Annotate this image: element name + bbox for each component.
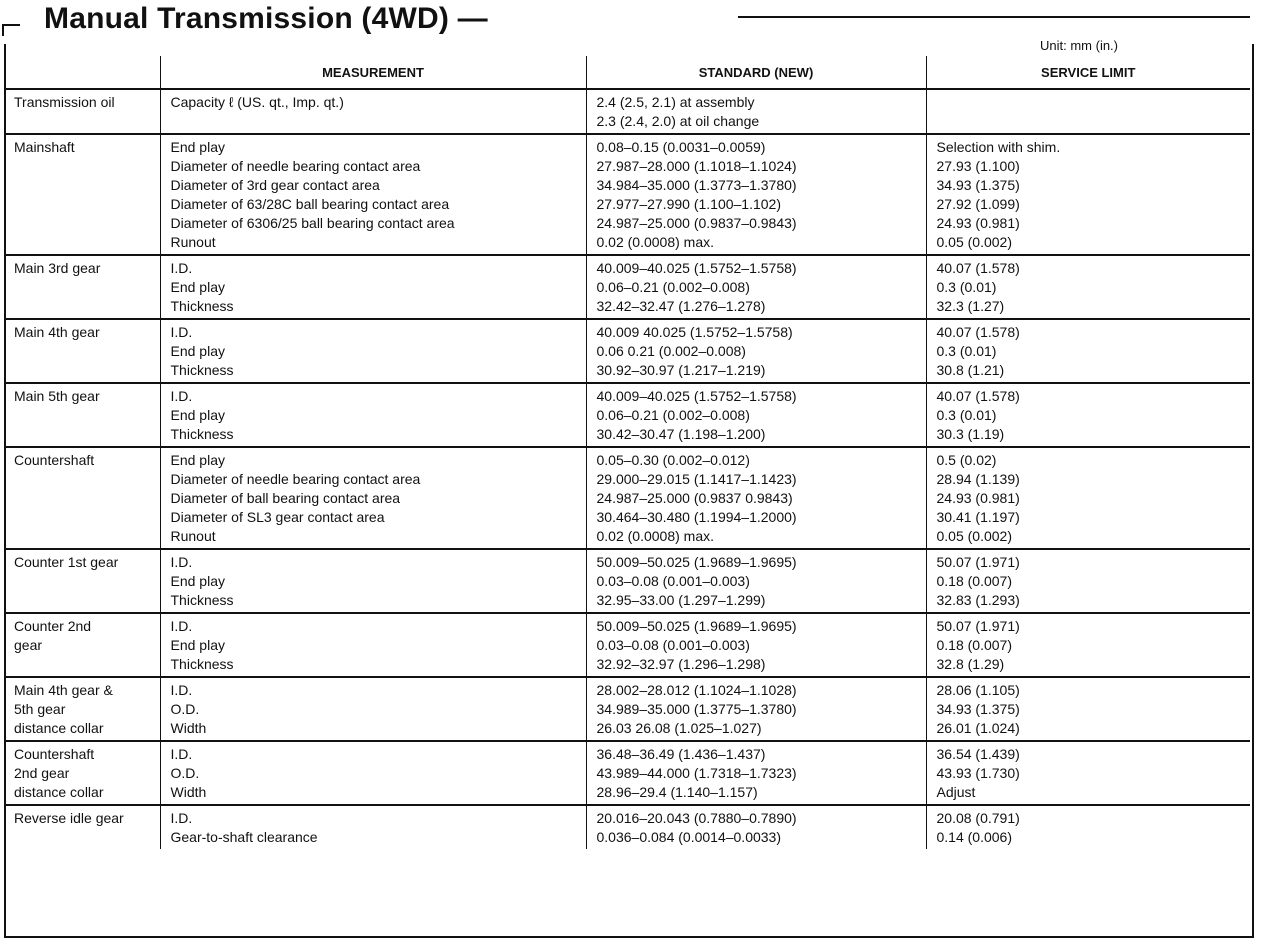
service-limit-line: 20.08 (0.791): [936, 810, 1020, 826]
service-limit-line: 43.93 (1.730): [936, 765, 1020, 781]
service-limit-line: Adjust: [936, 784, 976, 800]
service-limit-line: 0.05 (0.002): [936, 528, 1012, 544]
measurement-line: I.D.: [170, 260, 193, 276]
measurement-cell: [160, 805, 586, 849]
service-limit-cell: [926, 549, 1250, 613]
standard-line: 34.989–35.000 (1.3775–1.3780): [596, 701, 797, 717]
service-limit-line: 24.93 (0.981): [936, 490, 1020, 506]
standard-line: 0.06–0.21 (0.002–0.008): [596, 407, 750, 423]
service-limit-line: 40.07 (1.578): [936, 388, 1020, 404]
service-limit-cell: [926, 383, 1250, 447]
service-limit-line: 27.93 (1.100): [936, 158, 1020, 174]
header-item: [4, 56, 160, 89]
measurement-line: Diameter of ball bearing contact area: [170, 490, 401, 506]
standard-line: 29.000–29.015 (1.1417–1.1423): [596, 471, 797, 487]
service-limit-line: 27.92 (1.099): [936, 196, 1020, 212]
service-limit-line: 26.01 (1.024): [936, 720, 1020, 736]
measurement-cell: [160, 613, 586, 677]
service-limit-line: 0.05 (0.002): [936, 234, 1012, 250]
standard-line: 0.05–0.30 (0.002–0.012): [596, 452, 750, 468]
service-limit-cell: [926, 677, 1250, 741]
item-line: distance collar: [14, 720, 104, 736]
item-line: Main 3rd gear: [14, 260, 101, 276]
standard-line: 0.02 (0.0008) max.: [596, 528, 715, 544]
service-limit-line: 50.07 (1.971): [936, 618, 1020, 634]
standard-cell: [586, 447, 926, 549]
table-row: [4, 134, 1250, 255]
service-limit-line: 0.3 (0.01): [936, 407, 997, 423]
measurement-line: Thickness: [170, 592, 234, 608]
standard-line: 43.989–44.000 (1.7318–1.7323): [596, 765, 797, 781]
standard-line: 0.03–0.08 (0.001–0.003): [596, 573, 750, 589]
service-limit-line: 36.54 (1.439): [936, 746, 1020, 762]
item-cell: [4, 805, 160, 849]
item-cell: [4, 383, 160, 447]
measurement-line: Capacity ℓ (US. qt., Imp. qt.): [170, 94, 344, 110]
service-limit-line: 40.07 (1.578): [936, 260, 1020, 276]
standard-line: 27.977–27.990 (1.100–1.102): [596, 196, 781, 212]
standard-line: 32.95–33.00 (1.297–1.299): [596, 592, 766, 608]
measurement-cell: [160, 255, 586, 319]
standard-line: 30.464–30.480 (1.1994–1.2000): [596, 509, 797, 525]
service-limit-cell: [926, 805, 1250, 849]
table-row: [4, 319, 1250, 383]
standard-line: 0.036–0.084 (0.0014–0.0033): [596, 829, 781, 845]
standard-line: 0.08–0.15 (0.0031–0.0059): [596, 139, 766, 155]
standard-line: 2.4 (2.5, 2.1) at assembly: [596, 94, 755, 110]
title-corner-mark: [2, 24, 20, 26]
service-limit-line: 50.07 (1.971): [936, 554, 1020, 570]
service-limit-cell: [926, 319, 1250, 383]
measurement-cell: [160, 677, 586, 741]
standard-line: 36.48–36.49 (1.436–1.437): [596, 746, 766, 762]
service-limit-cell: [926, 89, 1250, 134]
service-limit-line: Selection with shim.: [936, 139, 1061, 155]
service-limit-line: 30.3 (1.19): [936, 426, 1005, 442]
measurement-line: End play: [170, 279, 225, 295]
standard-line: 27.987–28.000 (1.1018–1.1024): [596, 158, 797, 174]
measurement-line: Diameter of 63/28C ball bearing contact area: [170, 196, 450, 212]
page-title: Manual Transmission (4WD) —: [44, 2, 488, 35]
measurement-line: End play: [170, 407, 225, 423]
measurement-line: I.D.: [170, 388, 193, 404]
measurement-line: O.D.: [170, 765, 200, 781]
item-cell: [4, 89, 160, 134]
standard-cell: [586, 383, 926, 447]
standard-line: 34.984–35.000 (1.3773–1.3780): [596, 177, 797, 193]
standard-line: 40.009–40.025 (1.5752–1.5758): [596, 388, 797, 404]
standard-cell: [586, 255, 926, 319]
service-limit-cell: [926, 255, 1250, 319]
item-line: Counter 2nd: [14, 618, 92, 634]
item-line: Counter 1st gear: [14, 554, 119, 570]
item-line: gear: [14, 637, 43, 653]
table-row: [4, 613, 1250, 677]
table-row: [4, 383, 1250, 447]
item-line: Countershaft: [14, 746, 95, 762]
item-cell: [4, 255, 160, 319]
standard-line: 24.987–25.000 (0.9837 0.9843): [596, 490, 793, 506]
measurement-cell: [160, 741, 586, 805]
measurement-line: Width: [170, 784, 207, 800]
standard-line: 0.02 (0.0008) max.: [596, 234, 715, 250]
standard-cell: [586, 319, 926, 383]
standard-cell: [586, 89, 926, 134]
standard-cell: [586, 805, 926, 849]
item-cell: [4, 134, 160, 255]
standard-cell: [586, 134, 926, 255]
item-line: Main 4th gear &: [14, 682, 113, 698]
table-row: [4, 805, 1250, 849]
service-limit-cell: [926, 741, 1250, 805]
measurement-line: Runout: [170, 528, 216, 544]
header-measurement: MEASUREMENT: [160, 56, 586, 89]
table-row: [4, 255, 1250, 319]
title-rule: [738, 16, 1250, 18]
measurement-cell: [160, 383, 586, 447]
measurement-line: Diameter of SL3 gear contact area: [170, 509, 385, 525]
standard-line: 0.06 0.21 (0.002–0.008): [596, 343, 746, 359]
service-limit-line: 0.3 (0.01): [936, 343, 997, 359]
measurement-line: Thickness: [170, 656, 234, 672]
measurement-line: Thickness: [170, 298, 234, 314]
item-line: distance collar: [14, 784, 104, 800]
service-limit-line: 28.06 (1.105): [936, 682, 1020, 698]
item-line: 2nd gear: [14, 765, 70, 781]
item-cell: [4, 613, 160, 677]
spec-table-body: [4, 89, 1250, 849]
measurement-line: Diameter of 3rd gear contact area: [170, 177, 380, 193]
unit-note: Unit: mm (in.): [1040, 38, 1118, 53]
item-line: Transmission oil: [14, 94, 115, 110]
service-limit-line: 32.8 (1.29): [936, 656, 1005, 672]
service-limit-line: 34.93 (1.375): [936, 701, 1020, 717]
service-limit-line: 32.3 (1.27): [936, 298, 1005, 314]
measurement-cell: [160, 134, 586, 255]
measurement-line: Gear-to-shaft clearance: [170, 829, 318, 845]
service-limit-cell: [926, 613, 1250, 677]
measurement-line: I.D.: [170, 554, 193, 570]
service-limit-line: 30.8 (1.21): [936, 362, 1005, 378]
standard-line: 32.92–32.97 (1.296–1.298): [596, 656, 766, 672]
spec-table: [4, 56, 1250, 849]
item-cell: [4, 677, 160, 741]
service-limit-cell: [926, 134, 1250, 255]
item-line: Reverse idle gear: [14, 810, 124, 826]
service-limit-cell: [926, 447, 1250, 549]
standard-line: 32.42–32.47 (1.276–1.278): [596, 298, 766, 314]
item-line: 5th gear: [14, 701, 66, 717]
measurement-cell: [160, 447, 586, 549]
measurement-line: I.D.: [170, 324, 193, 340]
service-limit-line: 0.14 (0.006): [936, 829, 1012, 845]
standard-line: 0.03–0.08 (0.001–0.003): [596, 637, 750, 653]
measurement-line: End play: [170, 637, 225, 653]
table-row: [4, 549, 1250, 613]
item-cell: [4, 741, 160, 805]
service-limit-line: 24.93 (0.981): [936, 215, 1020, 231]
header-standard: STANDARD (NEW): [586, 56, 926, 89]
standard-line: 50.009–50.025 (1.9689–1.9695): [596, 618, 797, 634]
table-row: [4, 741, 1250, 805]
standard-line: 26.03 26.08 (1.025–1.027): [596, 720, 762, 736]
standard-line: 2.3 (2.4, 2.0) at oil change: [596, 113, 760, 129]
measurement-line: End play: [170, 343, 225, 359]
standard-line: 40.009–40.025 (1.5752–1.5758): [596, 260, 797, 276]
standard-line: 0.06–0.21 (0.002–0.008): [596, 279, 750, 295]
measurement-line: End play: [170, 573, 225, 589]
standard-line: 40.009 40.025 (1.5752–1.5758): [596, 324, 793, 340]
service-limit-line: 0.18 (0.007): [936, 637, 1012, 653]
measurement-line: Width: [170, 720, 207, 736]
service-limit-line: 40.07 (1.578): [936, 324, 1020, 340]
service-limit-line: 0.5 (0.02): [936, 452, 997, 468]
item-line: Mainshaft: [14, 139, 75, 155]
measurement-line: I.D.: [170, 618, 193, 634]
standard-line: 28.96–29.4 (1.140–1.157): [596, 784, 758, 800]
standard-cell: [586, 677, 926, 741]
standard-line: 50.009–50.025 (1.9689–1.9695): [596, 554, 797, 570]
service-limit-line: 30.41 (1.197): [936, 509, 1020, 525]
item-line: Main 4th gear: [14, 324, 100, 340]
standard-line: 28.002–28.012 (1.1024–1.1028): [596, 682, 797, 698]
service-limit-line: 0.18 (0.007): [936, 573, 1012, 589]
measurement-cell: [160, 319, 586, 383]
service-limit-line: 32.83 (1.293): [936, 592, 1020, 608]
header-service-limit: SERVICE LIMIT: [926, 56, 1250, 89]
table-row: [4, 89, 1250, 134]
measurement-line: I.D.: [170, 810, 193, 826]
service-limit-line: 28.94 (1.139): [936, 471, 1020, 487]
measurement-line: Diameter of needle bearing contact area: [170, 158, 421, 174]
measurement-line: Runout: [170, 234, 216, 250]
standard-cell: [586, 549, 926, 613]
measurement-line: End play: [170, 452, 225, 468]
title-corner-mark-vertical: [2, 24, 4, 36]
standard-line: 20.016–20.043 (0.7880–0.7890): [596, 810, 797, 826]
measurement-line: Thickness: [170, 362, 234, 378]
measurement-line: End play: [170, 139, 225, 155]
standard-line: 24.987–25.000 (0.9837–0.9843): [596, 215, 797, 231]
measurement-line: Thickness: [170, 426, 234, 442]
standard-line: 30.42–30.47 (1.198–1.200): [596, 426, 766, 442]
item-cell: [4, 319, 160, 383]
table-row: [4, 677, 1250, 741]
measurement-cell: [160, 89, 586, 134]
service-limit-line: 0.3 (0.01): [936, 279, 997, 295]
measurement-line: O.D.: [170, 701, 200, 717]
table-row: [4, 447, 1250, 549]
item-cell: [4, 549, 160, 613]
item-line: Countershaft: [14, 452, 95, 468]
measurement-line: Diameter of needle bearing contact area: [170, 471, 421, 487]
measurement-cell: [160, 549, 586, 613]
service-limit-line: 34.93 (1.375): [936, 177, 1020, 193]
item-line: Main 5th gear: [14, 388, 100, 404]
standard-cell: [586, 741, 926, 805]
measurement-line: I.D.: [170, 682, 193, 698]
item-cell: [4, 447, 160, 549]
measurement-line: Diameter of 6306/25 ball bearing contact area: [170, 215, 455, 231]
standard-line: 30.92–30.97 (1.217–1.219): [596, 362, 766, 378]
standard-cell: [586, 613, 926, 677]
header-row: [4, 56, 1250, 89]
measurement-line: I.D.: [170, 746, 193, 762]
